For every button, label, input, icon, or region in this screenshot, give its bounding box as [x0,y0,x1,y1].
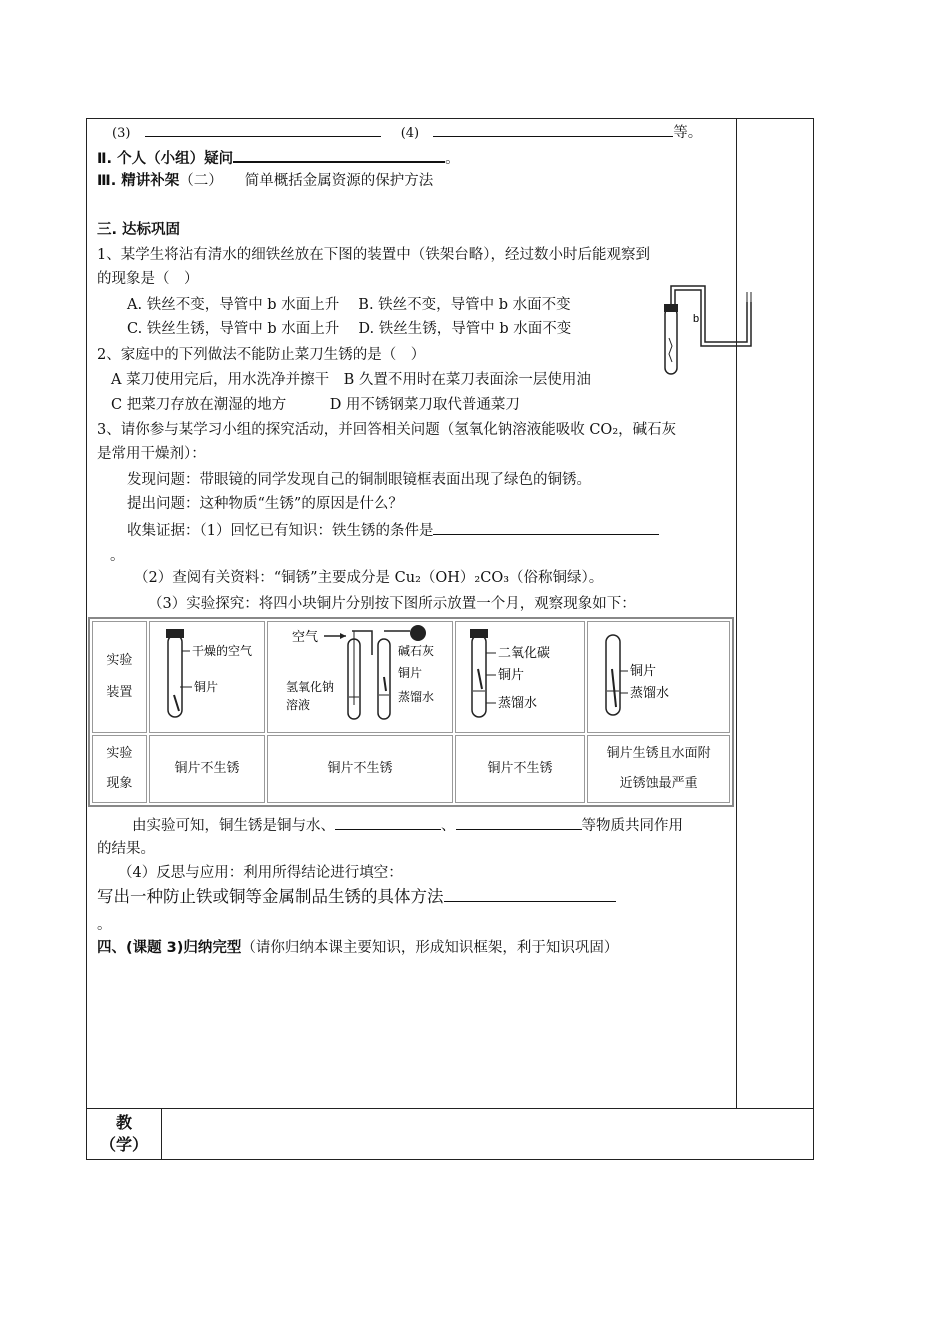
section-3-text: 简单概括金属资源的保护方法 [244,173,434,189]
apparatus-2 [267,621,453,733]
blank-4[interactable] [433,120,673,137]
observation-4 [587,735,730,803]
observation-4a: 铜片生锈且水面附 [606,746,711,761]
observation-row [92,735,730,803]
test-tube-co2 [458,625,583,725]
conclusion-line [132,813,683,837]
footer-divider [86,1108,814,1109]
label-naoh-a: 氢氧化钠 [286,680,335,694]
conclusion-end: 等物质共同作用 [581,818,683,834]
q3-collect-line [127,518,659,542]
q3-ask: 提出问题：这种物质“生锈”的原因是什么？ [127,496,403,512]
fig-label-b: b [693,313,700,325]
iron-wire-apparatus-figure [655,282,765,382]
blank-4-label: (4) [400,126,420,141]
q1-stem-1: 1、某学生将沾有清水的细铁丝放在下图的装置中（铁架台略），经过数小时后能观察到 [97,247,650,263]
observation-label [92,735,147,803]
question-blank[interactable] [233,145,445,163]
label-air: 空气 [292,630,319,645]
apparatus-4 [587,621,730,733]
q3-explore: （3）实验探究：将四小块铜片分别按下图所示放置一个月，观察现象如下： [148,596,636,612]
section-2-end: 。 [445,151,460,167]
q3-collect: 收集证据：（1）回忆已有知识：铁生锈的条件是 [127,523,434,539]
label-naoh-b: 溶液 [286,698,311,712]
line-blanks-3-4 [112,120,702,145]
observation-4b: 近锈蚀最严重 [619,776,698,791]
label-copper-4: 铜片 [629,664,656,679]
q3-discover: 发现问题：带眼镜的同学发现自己的铜制眼镜框表面出现了绿色的铜锈。 [127,472,591,488]
observation-2: 铜片不生锈 [267,735,453,803]
conclusion-start: 由实验可知，铜生锈是铜与水、 [132,818,335,834]
section-3-line [97,170,433,192]
q1-options-cd: C. 铁丝生锈，导管中 b 水面上升 D. 铁丝生锈，导管中 b 水面不变 [127,321,572,337]
label-copper-3: 铜片 [497,668,524,683]
label-water-4: 蒸馏水 [629,686,669,701]
teach-label [88,1112,160,1156]
label-dry-air: 干燥的空气 [192,644,253,658]
section-4-text: （请你归纳本课主要知识，形成知识框架，利于知识巩固） [241,940,619,956]
q3-consult: （2）查阅有关资料：“铜锈”主要成分是 Cu₂（OH）₂CO₃（俗称铜绿）。 [134,570,604,586]
section-3-sub: （二） [179,173,223,189]
label-copper-1: 铜片 [194,680,219,694]
q1-stem-2: 的现象是（ ） [97,271,199,287]
consolidation-title: 三. 达标巩固 [97,222,181,238]
q2-options-cd: C 把菜刀存放在潮湿的地方 D 用不锈钢菜刀取代普通菜刀 [111,397,520,413]
observation-3: 铜片不生锈 [455,735,586,803]
q3-stem-1: 3、请你参与某学习小组的探究活动，并回答相关问题（氢氧化钠溶液能吸收 CO₂，碱石灰 [97,422,677,438]
apparatus-label-a: 实验 [106,653,133,668]
q1-options-ab: A. 铁丝不变，导管中 b 水面上升 B. 铁丝不变，导管中 b 水面不变 [127,297,571,313]
teach-cell-divider [161,1108,162,1160]
section-4-title: 四、(课题 3)归纳完型 [97,940,242,956]
apparatus-1 [149,621,265,733]
blank-3[interactable] [145,120,381,137]
blank-3-label: (3) [112,126,131,141]
apparatus-label [92,621,147,733]
conclusion-blank-2[interactable] [456,813,582,830]
observation-label-b: 现象 [106,776,133,791]
conclusion-sep: 、 [441,818,456,834]
conclusion-tail: 的结果。 [97,841,155,857]
teach-label-a: 教 [115,1113,132,1132]
q2-options-ab: A 菜刀使用完后，用水洗净并擦干 B 久置不用时在菜刀表面涂一层使用油 [111,372,591,388]
q3-dot: 。 [110,548,125,564]
apparatus-label-b: 装置 [106,685,133,700]
observation-label-a: 实验 [106,746,133,761]
q2-stem: 2、家庭中的下列做法不能防止菜刀生锈的是（ ） [97,347,426,363]
label-copper-2: 铜片 [398,666,423,680]
test-tube-water [590,625,728,725]
method-text: 写出一种防止铁或铜等金属制品生锈的具体方法 [97,887,444,906]
naoh-setup [270,625,450,725]
label-water-3: 蒸馏水 [497,696,537,711]
section-2-line [97,145,460,170]
margin-column-divider [736,118,737,1109]
label-co2: 二氧化碳 [497,646,550,661]
label-soda-lime: 碱石灰 [398,644,435,658]
conclusion-blank-1[interactable] [335,813,441,830]
q3-stem-2: 是常用干燥剂）： [97,446,206,462]
q3-reflect: （4）反思与应用：利用所得结论进行填空： [118,865,403,881]
section-2-title: Ⅱ. 个人（小组）疑问 [97,151,234,167]
section-4-line [97,937,618,959]
section-3-title: Ⅲ. 精讲补架 [97,173,180,189]
apparatus-3 [455,621,586,733]
method-dot: 。 [97,917,112,933]
experiment-table [88,617,734,807]
label-water-2: 蒸馏水 [398,690,435,704]
method-line [97,885,616,909]
test-tube-dry-air [152,625,262,725]
observation-1: 铜片不生锈 [149,735,265,803]
blank-tail: 等。 [673,125,703,141]
teach-label-b: （学） [99,1135,148,1154]
apparatus-row [92,621,730,733]
iron-rust-condition-blank[interactable] [433,518,659,535]
method-blank[interactable] [444,885,616,902]
